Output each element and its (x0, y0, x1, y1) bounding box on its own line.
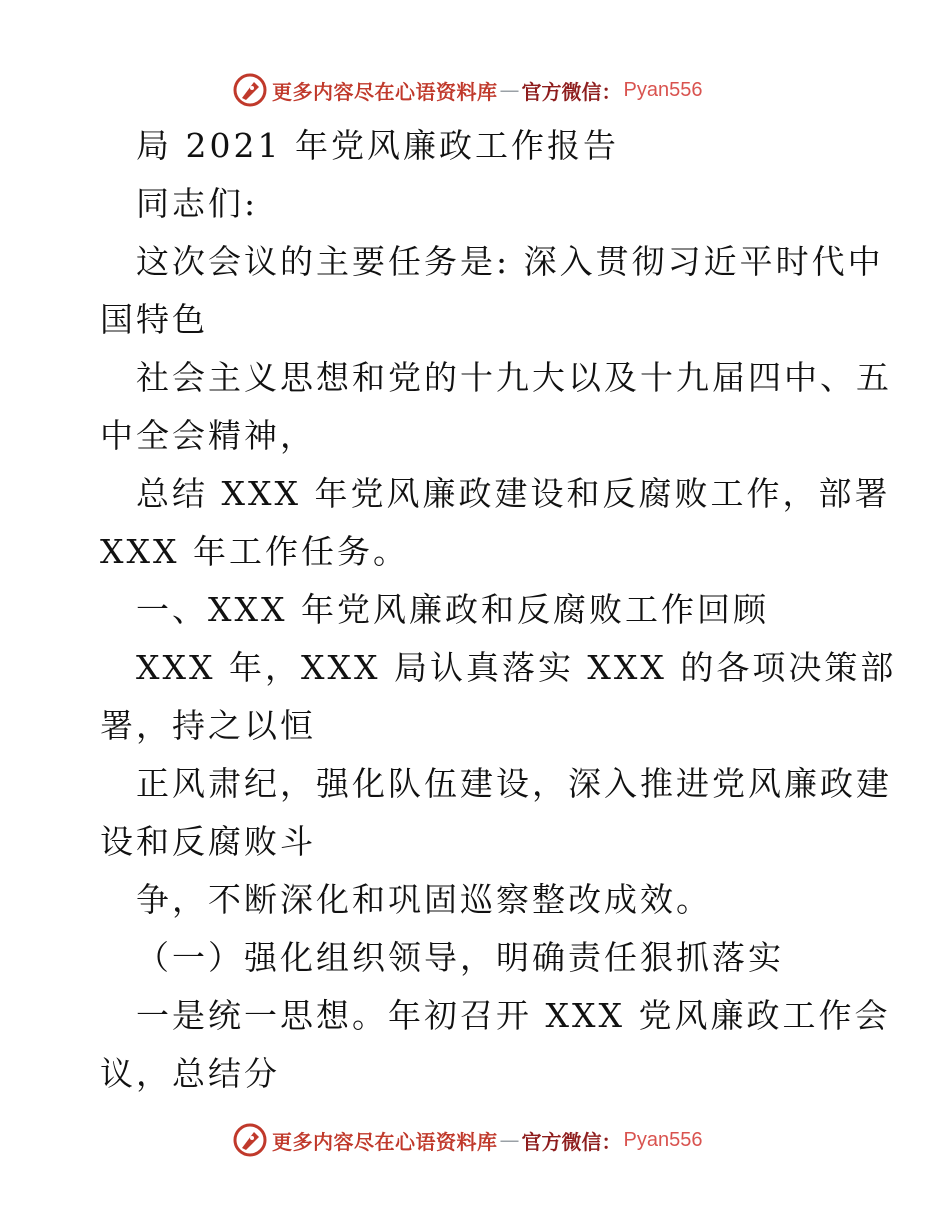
paragraph-line: 议，总结分 (100, 1054, 280, 1093)
watermark-wechat-id: Pyan556 (623, 78, 703, 101)
paragraph-line: 设和反腐败斗 (100, 822, 316, 861)
paragraph-line: 这次会议的主要任务是: 深入贯彻习近平时代中 (136, 242, 884, 281)
subsection-heading: （一）强化组织领导，明确责任狠抓落实 (136, 938, 784, 977)
paragraph-line: 中全会精神， (100, 416, 316, 455)
paragraph-line: XXX 年工作任务。 (100, 532, 409, 571)
watermark-text: 更多内容尽在心语资料库 (272, 79, 498, 104)
paragraph-line: 社会主义思想和党的十九大以及十九届四中、五 (136, 358, 892, 397)
watermark-header (232, 70, 702, 110)
watermark-wechat-label: 官方微信： (521, 1129, 622, 1154)
paragraph-line: 争，不断深化和巩固巡察整改成效。 (136, 880, 712, 919)
paragraph-line: XXX 年，XXX 局认真落实 XXX 的各项决策部 (136, 648, 897, 687)
section-heading: 一、XXX 年党风廉政和反腐败工作回顾 (136, 590, 769, 629)
document-title: 局 2021 年党风廉政工作报告 (136, 126, 619, 165)
paragraph-line: 署，持之以恒 (100, 706, 316, 745)
pen-nib-logo-icon (232, 72, 268, 108)
watermark-dash: — (499, 1128, 520, 1152)
paragraph-line: 一是统一思想。年初召开 XXX 党风廉政工作会 (136, 996, 891, 1035)
pen-nib-logo-icon (232, 1122, 268, 1158)
watermark-wechat-id: Pyan556 (623, 1128, 703, 1151)
watermark-wechat-label: 官方微信： (521, 79, 622, 104)
paragraph-line: 正风肃纪，强化队伍建设，深入推进党风廉政建 (136, 764, 892, 803)
salutation: 同志们: (136, 184, 259, 223)
paragraph-line: 总结 XXX 年党风廉政建设和反腐败工作，部署 (136, 474, 891, 513)
watermark-footer (232, 1120, 702, 1160)
watermark-text: 更多内容尽在心语资料库 (272, 1129, 498, 1154)
watermark-dash: — (499, 78, 520, 102)
paragraph-line: 国特色 (100, 300, 208, 339)
